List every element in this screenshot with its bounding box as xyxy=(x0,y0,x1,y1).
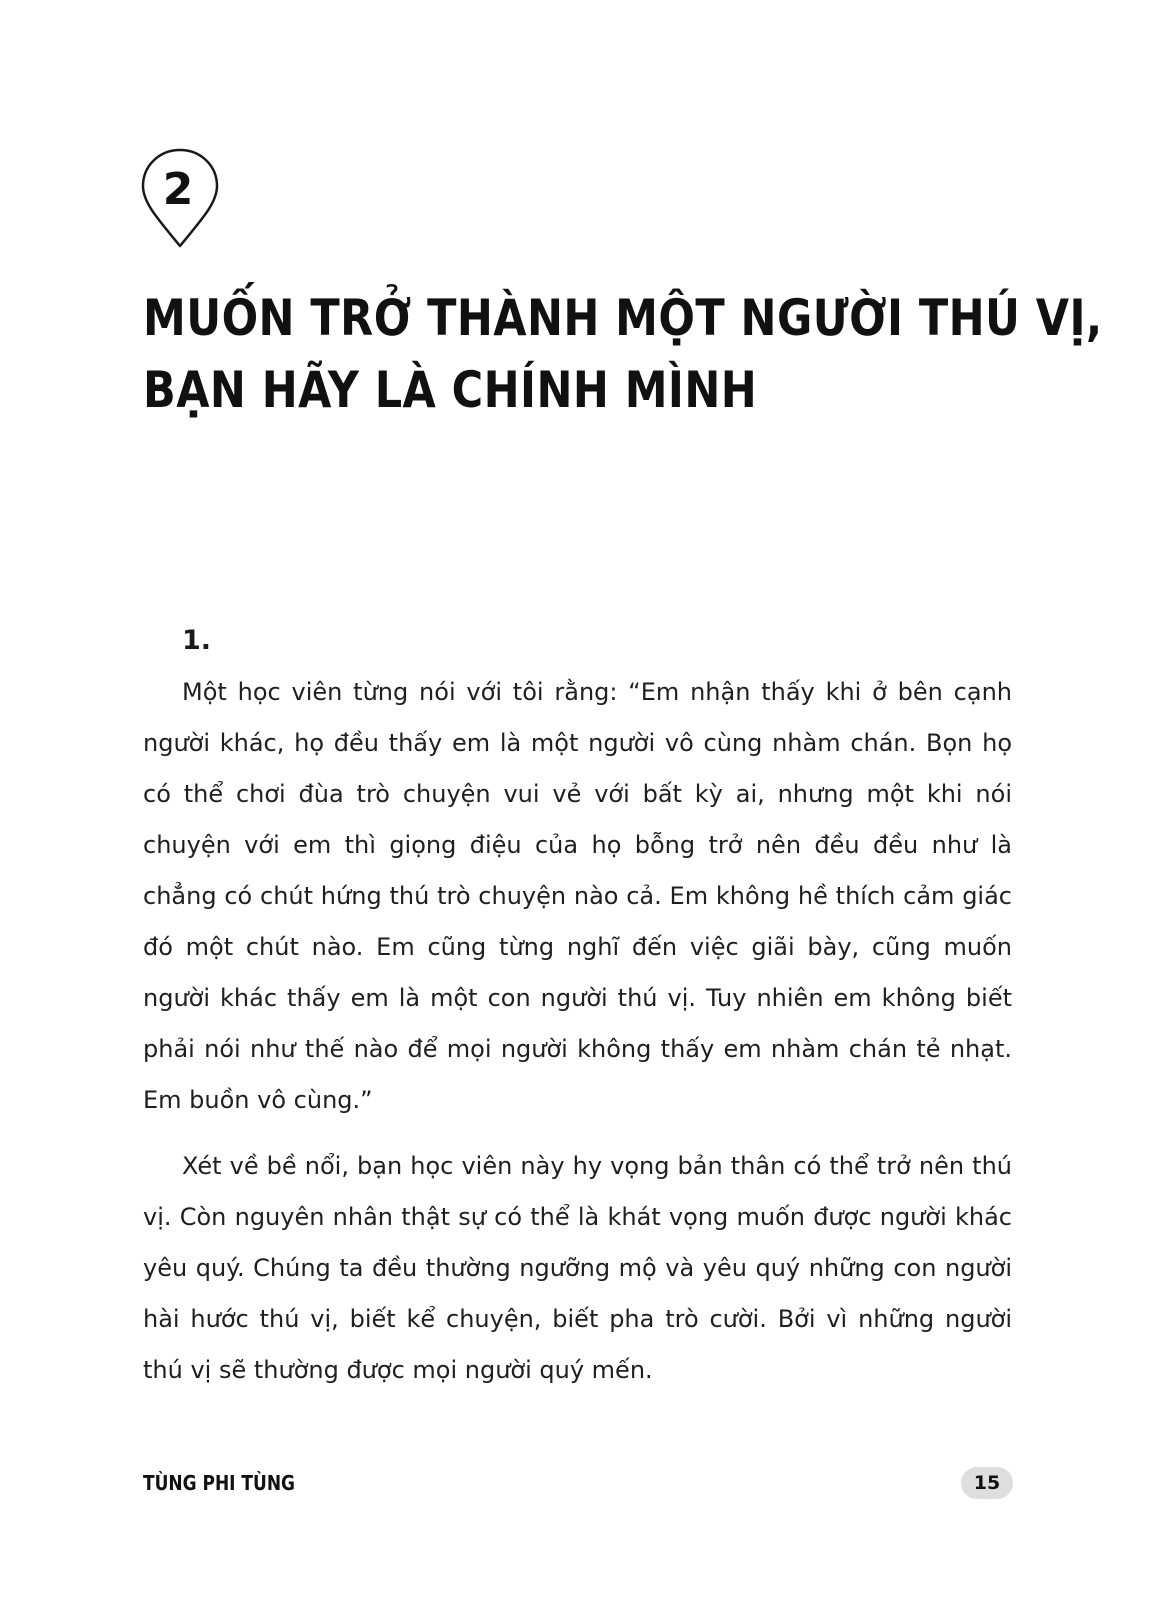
chapter-title-line-1: MUỐN TRỞ THÀNH MỘT NGƯỜI THÚ VỊ, xyxy=(143,289,1103,347)
section-number: 1. xyxy=(182,625,212,656)
footer-author: TÙNG PHI TÙNG xyxy=(143,1471,296,1495)
map-pin-icon xyxy=(140,147,220,249)
chapter-marker xyxy=(140,147,220,249)
paragraph-2: Xét về bề nổi, bạn học viên này hy vọng bản thân có thể trở nên thú vị. Còn nguyên nhân thật sự có thể là khát vọng muốn được người khác yêu quý. Chúng ta đều thường ngưỡng mộ và yêu quý những con người hài hước thú vị, biết kể chuyện, biết pha trò cười. Bởi vì những người thú vị sẽ thường được mọi người quý mến. xyxy=(143,1152,1012,1384)
chapter-title-line-2: BẠN HÃY LÀ CHÍNH MÌNH xyxy=(143,361,758,419)
chapter-title xyxy=(143,282,1103,426)
chapter-number: 2 xyxy=(162,164,194,215)
body-text xyxy=(143,667,1012,1411)
paragraph-1: Một học viên từng nói với tôi rằng: “Em nhận thấy khi ở bên cạnh người khác, họ đều thấy em là một người vô cùng nhàm chán. Bọn họ có thể chơi đùa trò chuyện vui vẻ với bất kỳ ai, nhưng một khi nói chuyện với em thì giọng điệu của họ bỗng trở nên đều đều như là chẳng có chút hứng thú trò chuyện nào cả. Em không hề thích cảm giác đó một chút nào. Em cũng từng nghĩ đến việc giãi bày, cũng muốn người khác thấy em là một con người thú vị. Tuy nhiên em không biết phải nói như thế nào để mọi người không thấy em nhàm chán tẻ nhạt. Em buồn vô cùng.” xyxy=(143,678,1012,1114)
page-number-badge: 15 xyxy=(961,1467,1013,1499)
